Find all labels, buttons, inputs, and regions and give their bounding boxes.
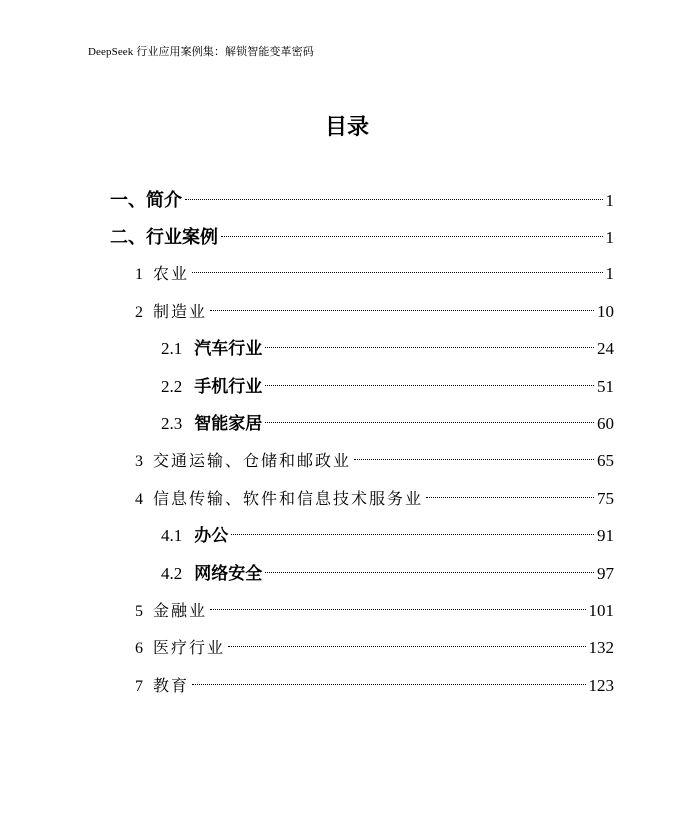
toc-leader [192,272,602,273]
toc-entry-industry-cases[interactable] [110,222,614,252]
toc-text: 手机行业 [194,377,263,397]
toc-number: 1 [135,266,145,283]
toc-page-number: 101 [588,601,614,620]
toc-page-number: 1 [605,191,614,210]
toc-label [135,259,189,290]
toc-entry-automotive[interactable] [161,334,614,364]
toc-label [161,334,262,364]
toc-leader [354,459,594,460]
toc-leader [231,534,594,535]
toc-number: 一、 [110,190,146,210]
toc-text: 行业案例 [146,227,218,248]
toc-page-number: 60 [597,414,614,433]
toc-page-number: 132 [588,638,614,657]
toc-leader [221,236,603,237]
toc-entry-smart-home[interactable] [161,409,614,439]
toc-entry-mobile[interactable] [161,372,614,402]
toc-entry-finance[interactable] [135,596,614,626]
toc-page-number: 65 [597,451,614,470]
toc-leader [265,385,594,386]
toc-entry-healthcare[interactable] [135,633,614,663]
toc-text: 网络安全 [194,564,263,584]
toc-label [135,596,207,627]
toc-text: 汽车行业 [194,339,263,359]
toc-number: 2.1 [161,339,183,358]
toc-number: 6 [135,640,145,657]
toc-number: 4 [135,491,145,508]
toc-number: 2.3 [161,414,183,433]
toc-page-number: 24 [597,339,614,358]
toc-number: 7 [135,678,145,695]
toc-text: 信息传输、软件和信息技术服务业 [153,489,424,508]
toc-leader [426,497,594,498]
toc-label [161,559,262,589]
toc-leader [210,310,594,311]
toc-number: 二、 [110,227,146,247]
toc-label [161,409,262,439]
toc-label [135,633,225,664]
toc-entry-cybersecurity[interactable] [161,559,614,589]
toc-leader [265,347,594,348]
toc-label [135,297,207,328]
toc-text: 交通运输、仓储和邮政业 [153,451,352,470]
toc-text: 制造业 [153,302,208,321]
toc-label [135,446,351,477]
toc-entry-manufacturing[interactable] [135,297,614,327]
toc-text: 金融业 [153,601,208,620]
toc-number: 4.2 [161,564,183,583]
toc-text: 智能家居 [194,414,263,434]
toc-entry-education[interactable] [135,671,614,701]
toc-leader [265,572,594,573]
toc-entry-it-services[interactable] [135,484,614,514]
toc-page-number: 75 [597,489,614,508]
toc-page-number: 51 [597,377,614,396]
toc-label [110,222,218,253]
toc-number: 4.1 [161,526,183,545]
toc-label [135,671,189,702]
toc-entry-office[interactable] [161,521,614,551]
toc-label [110,185,182,216]
toc-text: 教育 [153,676,190,695]
toc-number: 5 [135,603,145,620]
toc-page-number: 1 [605,264,614,283]
toc-label [161,372,262,402]
toc-number: 3 [135,453,145,470]
toc-text: 医疗行业 [153,638,226,657]
toc-label [135,484,423,515]
page-title: 目录 [324,115,369,140]
toc-leader [192,684,585,685]
toc-text: 农业 [153,264,190,283]
toc-entry-agriculture[interactable] [135,259,614,289]
toc-page-number: 10 [597,302,614,321]
toc-text: 办公 [194,526,229,546]
toc-label [161,521,228,551]
toc-leader [228,646,585,647]
toc-number: 2.2 [161,377,183,396]
toc-entry-transport[interactable] [135,446,614,476]
page-header: DeepSeek 行业应用案例集：解锁智能变革密码 [88,46,314,58]
toc-page-number: 123 [588,676,614,695]
toc-page-number: 91 [597,526,614,545]
toc-leader [265,422,594,423]
toc-number: 2 [135,304,145,321]
toc-text: 简介 [146,190,182,211]
toc-leader [210,609,585,610]
toc-page-number: 97 [597,564,614,583]
toc-entry-intro[interactable] [110,185,614,215]
toc-leader [185,199,603,200]
toc-page-number: 1 [605,228,614,247]
